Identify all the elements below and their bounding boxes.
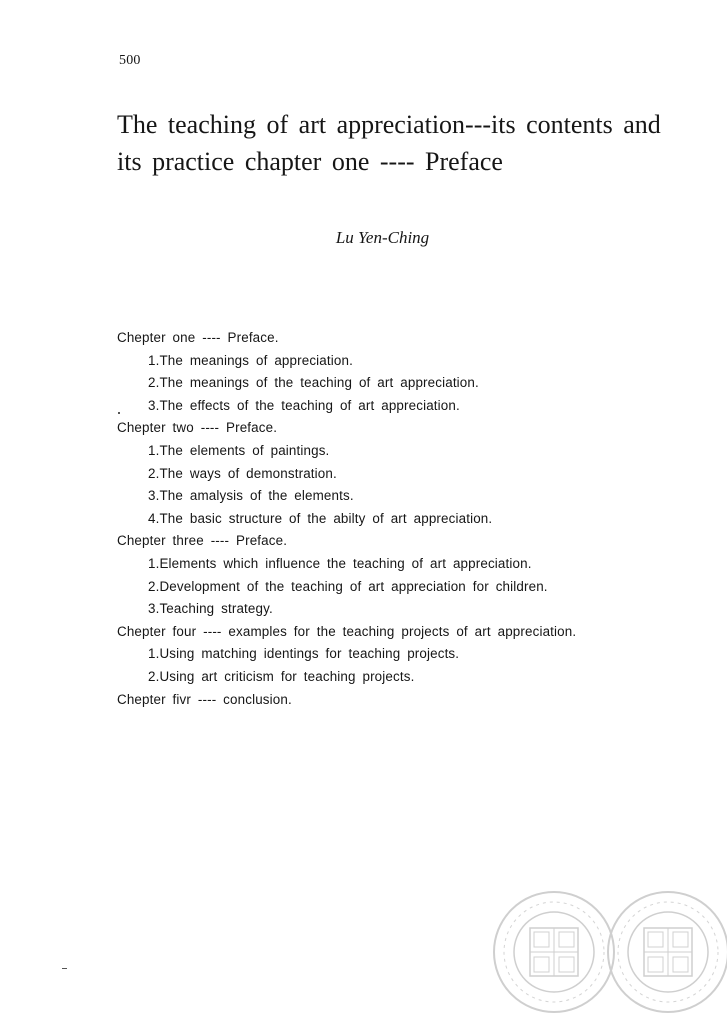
toc-section: 2.The ways of demonstration. [148,465,337,481]
toc-section: 1.The elements of paintings. [148,442,330,458]
scan-speck [118,412,120,414]
page-number: 500 [119,53,141,68]
title-line-1: The teaching of art appreciation---its contents and [117,110,661,139]
toc-chapter: Chepter two ---- Preface. [117,420,278,436]
toc-section: 2.Using art criticism for teaching projects. [148,668,415,684]
toc-chapter: Chepter one ---- Preface. [117,330,279,345]
toc-section: 3.The effects of the teaching of art appreciation. [148,397,460,413]
toc-chapter: Chepter four ---- examples for the teaching projects of art appreciation. [117,623,577,639]
library-seal-watermark [488,890,727,1020]
toc-section: 1.Using matching identings for teaching projects. [148,646,460,662]
toc-section: 2.Development of the teaching of art appreciation for children. [148,578,548,594]
title-line-2: its practice chapter one ---- Preface [117,147,503,176]
table-of-contents [117,327,677,711]
author-name: Lu Yen-Ching [335,228,430,247]
library-seal-icon [488,890,727,1020]
toc-section: 2.The meanings of the teaching of art appreciation. [148,375,479,391]
toc-section: 3.The amalysis of the elements. [148,488,354,504]
toc-section: 3.Teaching strategy. [148,601,273,617]
scan-speck [62,968,67,969]
toc-section: 1.The meanings of appreciation. [148,352,353,368]
toc-chapter: Chepter fivr ---- conclusion. [117,691,292,707]
toc-chapter: Chepter three ---- Preface. [117,533,288,549]
document-title [117,106,677,180]
toc-section: 1.Elements which influence the teaching of art appreciation. [148,555,532,571]
toc-section: 4.The basic structure of the abilty of art appreciation. [148,510,493,526]
